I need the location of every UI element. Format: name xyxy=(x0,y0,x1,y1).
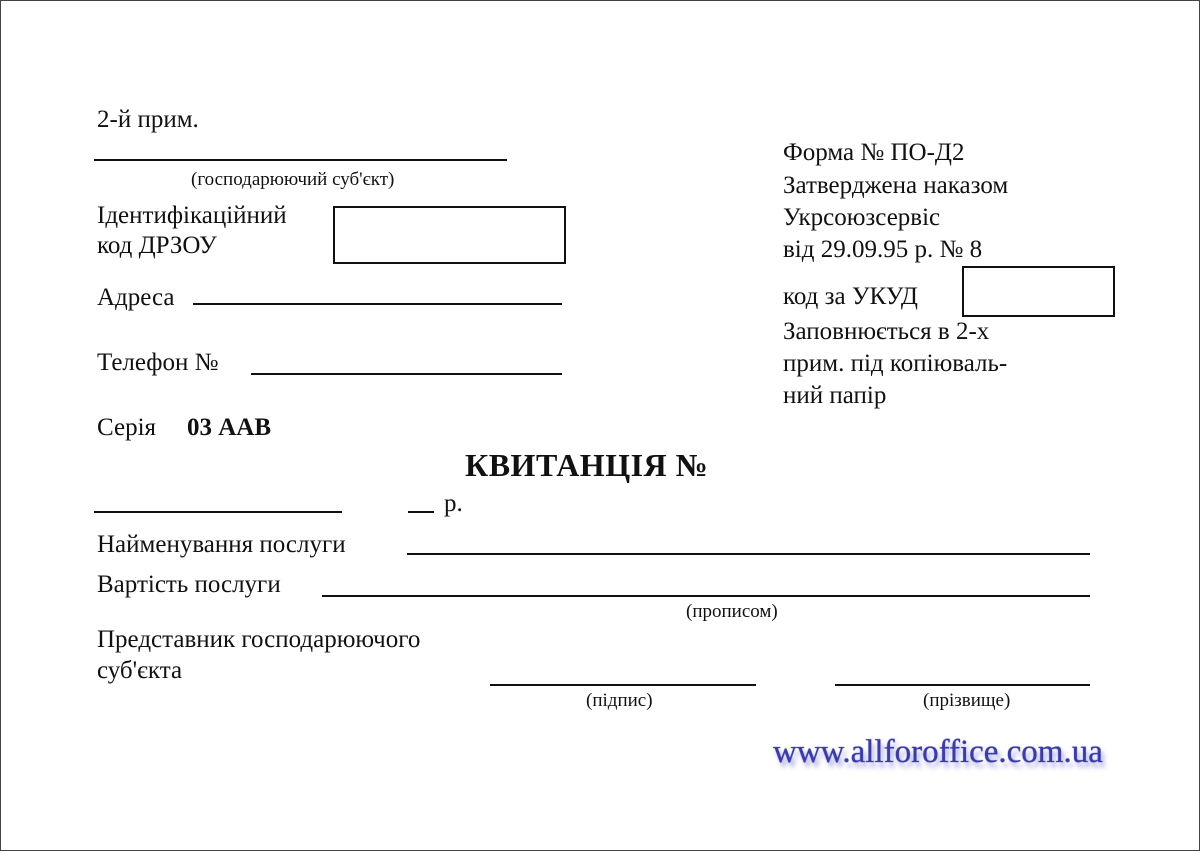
id-code-label-line1: Ідентифікаційний xyxy=(97,202,287,229)
fill-note-line3: ний папір xyxy=(783,382,887,409)
series-label: Серія xyxy=(97,414,157,441)
copy-label: 2-й прим. xyxy=(97,106,199,133)
entity-caption: (господарюючий суб'єкт) xyxy=(191,169,395,190)
in-words-caption: (прописом) xyxy=(686,601,778,622)
service-cost-label: Вартість послуги xyxy=(97,571,281,598)
form-approved: Затверджена наказом xyxy=(783,172,1009,199)
form-number: Форма № ПО-Д2 xyxy=(783,139,965,166)
phone-line[interactable] xyxy=(251,373,562,375)
entity-name-line[interactable] xyxy=(94,159,507,161)
ukud-code-box[interactable] xyxy=(962,266,1115,317)
id-code-box[interactable] xyxy=(333,206,566,264)
form-date: від 29.09.95 р. № 8 xyxy=(783,236,983,263)
receipt-title: КВИТАНЦІЯ № xyxy=(465,447,709,483)
fill-note-line2: прим. під копіюваль- xyxy=(783,350,1008,377)
address-line[interactable] xyxy=(193,303,562,305)
date-year-suffix: р. xyxy=(444,490,463,517)
ukud-label: код за УКУД xyxy=(783,283,918,310)
representative-label-line2: суб'єкта xyxy=(97,657,183,684)
id-code-label-line2: код ДРЗОУ xyxy=(97,232,217,259)
surname-caption: (прізвище) xyxy=(923,690,1011,711)
address-label: Адреса xyxy=(97,284,175,311)
website-watermark: www.allforoffice.com.ua xyxy=(773,734,1103,770)
signature-caption: (підпис) xyxy=(586,690,653,711)
fill-note-line1: Заповнюється в 2-х xyxy=(783,318,990,345)
date-year-line[interactable] xyxy=(408,511,434,513)
representative-label-line1: Представник господарюючого xyxy=(97,626,421,653)
service-cost-line[interactable] xyxy=(322,595,1090,597)
phone-label: Телефон № xyxy=(97,349,219,376)
form-authority: Укрсоюзсервіс xyxy=(783,204,941,231)
signature-line[interactable] xyxy=(490,684,756,686)
service-name-label: Найменування послуги xyxy=(97,531,346,558)
service-name-line[interactable] xyxy=(407,553,1090,555)
series-value: 03 ААВ xyxy=(187,414,272,441)
date-day-month-line[interactable] xyxy=(94,511,342,513)
surname-line[interactable] xyxy=(835,684,1090,686)
